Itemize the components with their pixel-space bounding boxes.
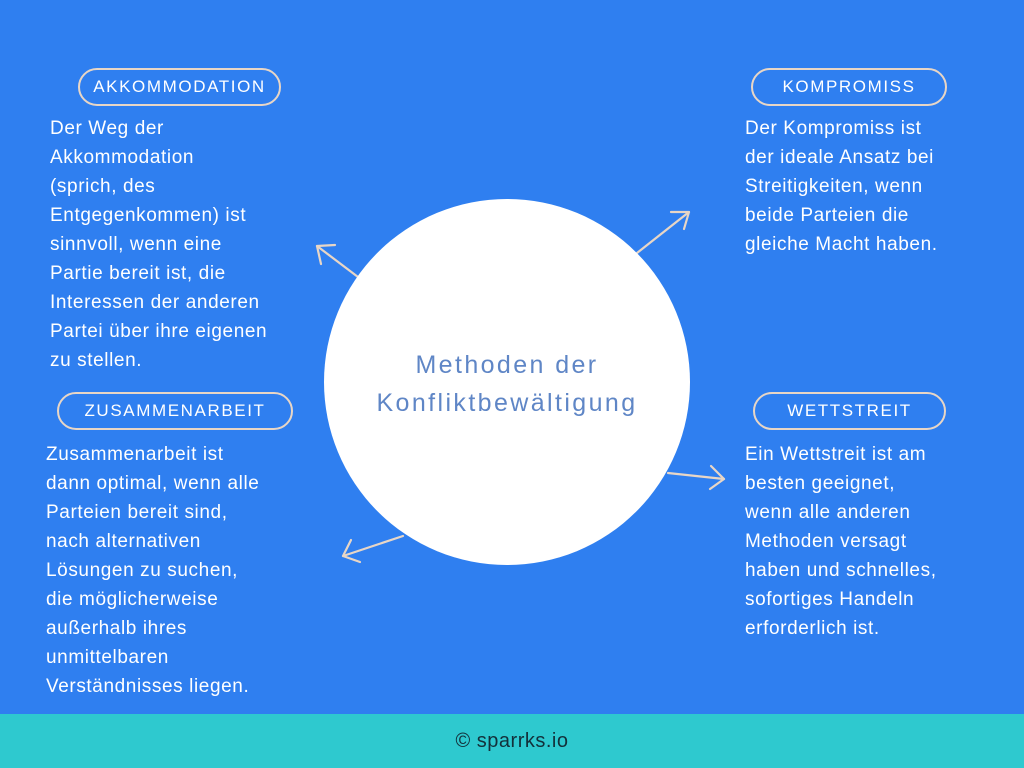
zusammenarbeit-text: Zusammenarbeit ist dann optimal, wenn alle Parteien bereit sind, nach alternativen Lösungen zu suchen, die möglicherweise außerhalb ihres unmittelbaren Verständnisses liegen. [46, 444, 260, 697]
arrow-wettstreit [668, 466, 724, 489]
kompromiss-label: KOMPROMISS [751, 68, 947, 106]
center-title: Methoden der Konfliktbewältigung [376, 351, 638, 417]
footer [0, 714, 1024, 768]
akkommodation-text: Der Weg der Akkommodation (sprich, des Entgegenkommen) ist sinnvoll, wenn eine Partie bereit ist, die Interessen der anderen Partei über ihre eigenen zu stellen. [50, 118, 268, 371]
kompromiss-text: Der Kompromiss ist der ideale Ansatz bei Streitigkeiten, wenn beide Parteien die gleiche Macht haben. [745, 118, 938, 255]
wettstreit-label: WETTSTREIT [753, 392, 946, 430]
footer-copyright: © sparrks.io [455, 729, 569, 752]
arrow-zusammenarbeit [343, 536, 403, 562]
akkommodation-label: AKKOMMODATION [78, 68, 281, 106]
wettstreit-text: Ein Wettstreit ist am besten geeignet, wenn alle anderen Methoden versagt haben und schnelles, sofortiges Handeln erforderlich ist. [745, 444, 937, 639]
arrow-akkommodation [317, 245, 358, 277]
zusammenarbeit-label: ZUSAMMENARBEIT [57, 392, 293, 430]
arrow-kompromiss [637, 212, 689, 253]
